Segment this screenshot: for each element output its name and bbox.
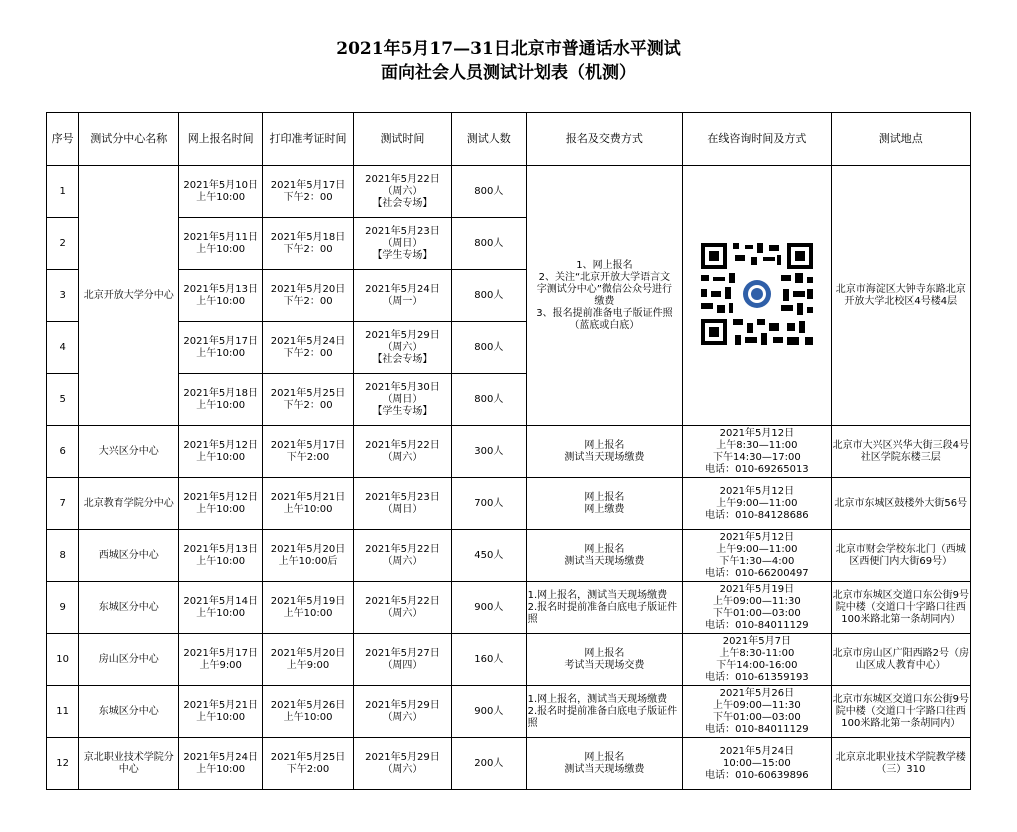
header-location: 测试地点 [831, 113, 970, 166]
print-time: 2021年5月24日 下午2：00 [263, 322, 354, 374]
center-name: 北京开放大学分中心 [79, 166, 179, 426]
center-name: 北京教育学院分中心 [79, 478, 179, 530]
reg-time: 2021年5月17日 上午9:00 [179, 634, 263, 686]
location: 北京市东城区交道口东公街9号院中楼（交道口十字路口往西100米路北第一条胡同内） [831, 686, 970, 738]
payment-method: 网上报名 测试当天现场缴费 [526, 738, 683, 790]
test-time: 2021年5月23日 （周日） 【学生专场】 [353, 218, 451, 270]
reg-time: 2021年5月12日 上午10:00 [179, 478, 263, 530]
table-row [47, 686, 971, 738]
payment-method: 网上报名 考试当天现场交费 [526, 634, 683, 686]
consult-info: 2021年5月12日 上午9:00—11:00 电话：010-84128686 [683, 478, 831, 530]
header-no: 序号 [47, 113, 79, 166]
center-name: 东城区分中心 [79, 582, 179, 634]
payment-method: 网上报名 测试当天现场缴费 [526, 426, 683, 478]
row-no: 3 [47, 270, 79, 322]
row-no: 7 [47, 478, 79, 530]
table-row [47, 530, 971, 582]
row-no: 11 [47, 686, 79, 738]
test-count: 800人 [451, 322, 526, 374]
location: 北京市东城区鼓楼外大街56号 [831, 478, 970, 530]
test-time: 2021年5月23日 （周日） [353, 478, 451, 530]
table-row [47, 582, 971, 634]
table-row [47, 738, 971, 790]
test-count: 800人 [451, 218, 526, 270]
print-time: 2021年5月25日 下午2:00 [263, 738, 354, 790]
consult-qr-cell [683, 166, 831, 426]
reg-time: 2021年5月13日 上午10:00 [179, 270, 263, 322]
table-row [47, 634, 971, 686]
payment-method: 网上报名 网上缴费 [526, 478, 683, 530]
header-test-time: 测试时间 [353, 113, 451, 166]
test-time: 2021年5月22日 （周六） 【社会专场】 [353, 166, 451, 218]
test-time: 2021年5月22日 （周六） [353, 426, 451, 478]
row-no: 12 [47, 738, 79, 790]
header-center: 测试分中心名称 [79, 113, 179, 166]
location: 北京市海淀区大钟寺东路北京开放大学北校区4号楼4层 [831, 166, 970, 426]
header-payment: 报名及交费方式 [526, 113, 683, 166]
payment-method: 网上报名 测试当天现场缴费 [526, 530, 683, 582]
payment-method: 1.网上报名，测试当天现场缴费 2.报名时提前准备白底电子版证件照 [526, 686, 683, 738]
print-time: 2021年5月21日 上午10:00 [263, 478, 354, 530]
print-time: 2021年5月25日 下午2：00 [263, 374, 354, 426]
consult-info: 2021年5月12日 上午8:30—11:00 下午14:30—17:00 电话：010-69265013 [683, 426, 831, 478]
test-time: 2021年5月29日 （周六） [353, 686, 451, 738]
location: 北京市财会学校东北门（西城区西便门内大街69号） [831, 530, 970, 582]
reg-time: 2021年5月10日 上午10:00 [179, 166, 263, 218]
test-count: 300人 [451, 426, 526, 478]
test-time: 2021年5月22日 （周六） [353, 582, 451, 634]
test-count: 450人 [451, 530, 526, 582]
print-time: 2021年5月19日 上午10:00 [263, 582, 354, 634]
row-no: 6 [47, 426, 79, 478]
row-no: 1 [47, 166, 79, 218]
test-count: 900人 [451, 582, 526, 634]
center-name: 东城区分中心 [79, 686, 179, 738]
reg-time: 2021年5月11日 上午10:00 [179, 218, 263, 270]
row-no: 8 [47, 530, 79, 582]
center-name: 大兴区分中心 [79, 426, 179, 478]
print-time: 2021年5月20日 下午2：00 [263, 270, 354, 322]
reg-time: 2021年5月13日 上午10:00 [179, 530, 263, 582]
consult-info: 2021年5月12日 上午9:00—11:00 下午1:30—4:00 电话：010-66200497 [683, 530, 831, 582]
reg-time: 2021年5月18日 上午10:00 [179, 374, 263, 426]
reg-time: 2021年5月14日 上午10:00 [179, 582, 263, 634]
print-time: 2021年5月17日 下午2：00 [263, 166, 354, 218]
table-row [47, 166, 971, 218]
test-count: 700人 [451, 478, 526, 530]
header-consult: 在线咨询时间及方式 [683, 113, 831, 166]
payment-method: 1、网上报名 2、关注“北京开放大学语言文 字测试分中心”微信公众号进行 缴费 3、报名提前准备电子版证件照 （蓝底或白底） [526, 166, 683, 426]
print-time: 2021年5月20日 上午10:00后 [263, 530, 354, 582]
row-no: 10 [47, 634, 79, 686]
reg-time: 2021年5月12日 上午10:00 [179, 426, 263, 478]
schedule-table [46, 112, 971, 790]
location: 北京市房山区广阳西路2号（房山区成人教育中心） [831, 634, 970, 686]
test-count: 800人 [451, 374, 526, 426]
payment-method: 1.网上报名，测试当天现场缴费 2.报名时提前准备白底电子版证件照 [526, 582, 683, 634]
location: 北京京北职业技术学院教学楼（三）310 [831, 738, 970, 790]
test-time: 2021年5月27日 （周四） [353, 634, 451, 686]
reg-time: 2021年5月17日 上午10:00 [179, 322, 263, 374]
consult-info: 2021年5月26日 上午09:00—11:30 下午01:00—03:00 电话：010-84011129 [683, 686, 831, 738]
test-count: 900人 [451, 686, 526, 738]
row-no: 4 [47, 322, 79, 374]
center-name: 京北职业技术学院分中心 [79, 738, 179, 790]
test-count: 200人 [451, 738, 526, 790]
center-name: 西城区分中心 [79, 530, 179, 582]
location: 北京市大兴区兴华大街三段4号社区学院东楼三层 [831, 426, 970, 478]
test-count: 800人 [451, 166, 526, 218]
test-count: 800人 [451, 270, 526, 322]
test-time: 2021年5月30日 （周日） 【学生专场】 [353, 374, 451, 426]
qr-code-icon[interactable] [725, 239, 789, 349]
row-no: 9 [47, 582, 79, 634]
test-time: 2021年5月29日 （周六） [353, 738, 451, 790]
center-name: 房山区分中心 [79, 634, 179, 686]
print-time: 2021年5月26日 上午10:00 [263, 686, 354, 738]
header-reg-time: 网上报名时间 [179, 113, 263, 166]
location: 北京市东城区交道口东公街9号院中楼（交道口十字路口往西100米路北第一条胡同内） [831, 582, 970, 634]
print-time: 2021年5月17日 下午2:00 [263, 426, 354, 478]
reg-time: 2021年5月24日 上午10:00 [179, 738, 263, 790]
consult-info: 2021年5月7日 上午8:30-11:00 下午14:00-16:00 电话：010-61359193 [683, 634, 831, 686]
test-time: 2021年5月24日 （周一） [353, 270, 451, 322]
row-no: 2 [47, 218, 79, 270]
header-print-time: 打印准考证时间 [263, 113, 354, 166]
table-row [47, 478, 971, 530]
document-title: 2021年5月17—31日北京市普通话水平测试 [336, 39, 681, 59]
document-subtitle: 面向社会人员测试计划表（机测） [381, 63, 636, 83]
consult-info: 2021年5月19日 上午09:00—11:30 下午01:00—03:00 电话：010-84011129 [683, 582, 831, 634]
print-time: 2021年5月20日 上午9:00 [263, 634, 354, 686]
test-count: 160人 [451, 634, 526, 686]
header-row [47, 113, 971, 166]
test-time: 2021年5月29日 （周六） 【社会专场】 [353, 322, 451, 374]
header-count: 测试人数 [451, 113, 526, 166]
row-no: 5 [47, 374, 79, 426]
print-time: 2021年5月18日 下午2：00 [263, 218, 354, 270]
reg-time: 2021年5月21日 上午10:00 [179, 686, 263, 738]
test-time: 2021年5月22日 （周六） [353, 530, 451, 582]
consult-info: 2021年5月24日 10:00—15:00 电话：010-60639896 [683, 738, 831, 790]
table-row [47, 426, 971, 478]
